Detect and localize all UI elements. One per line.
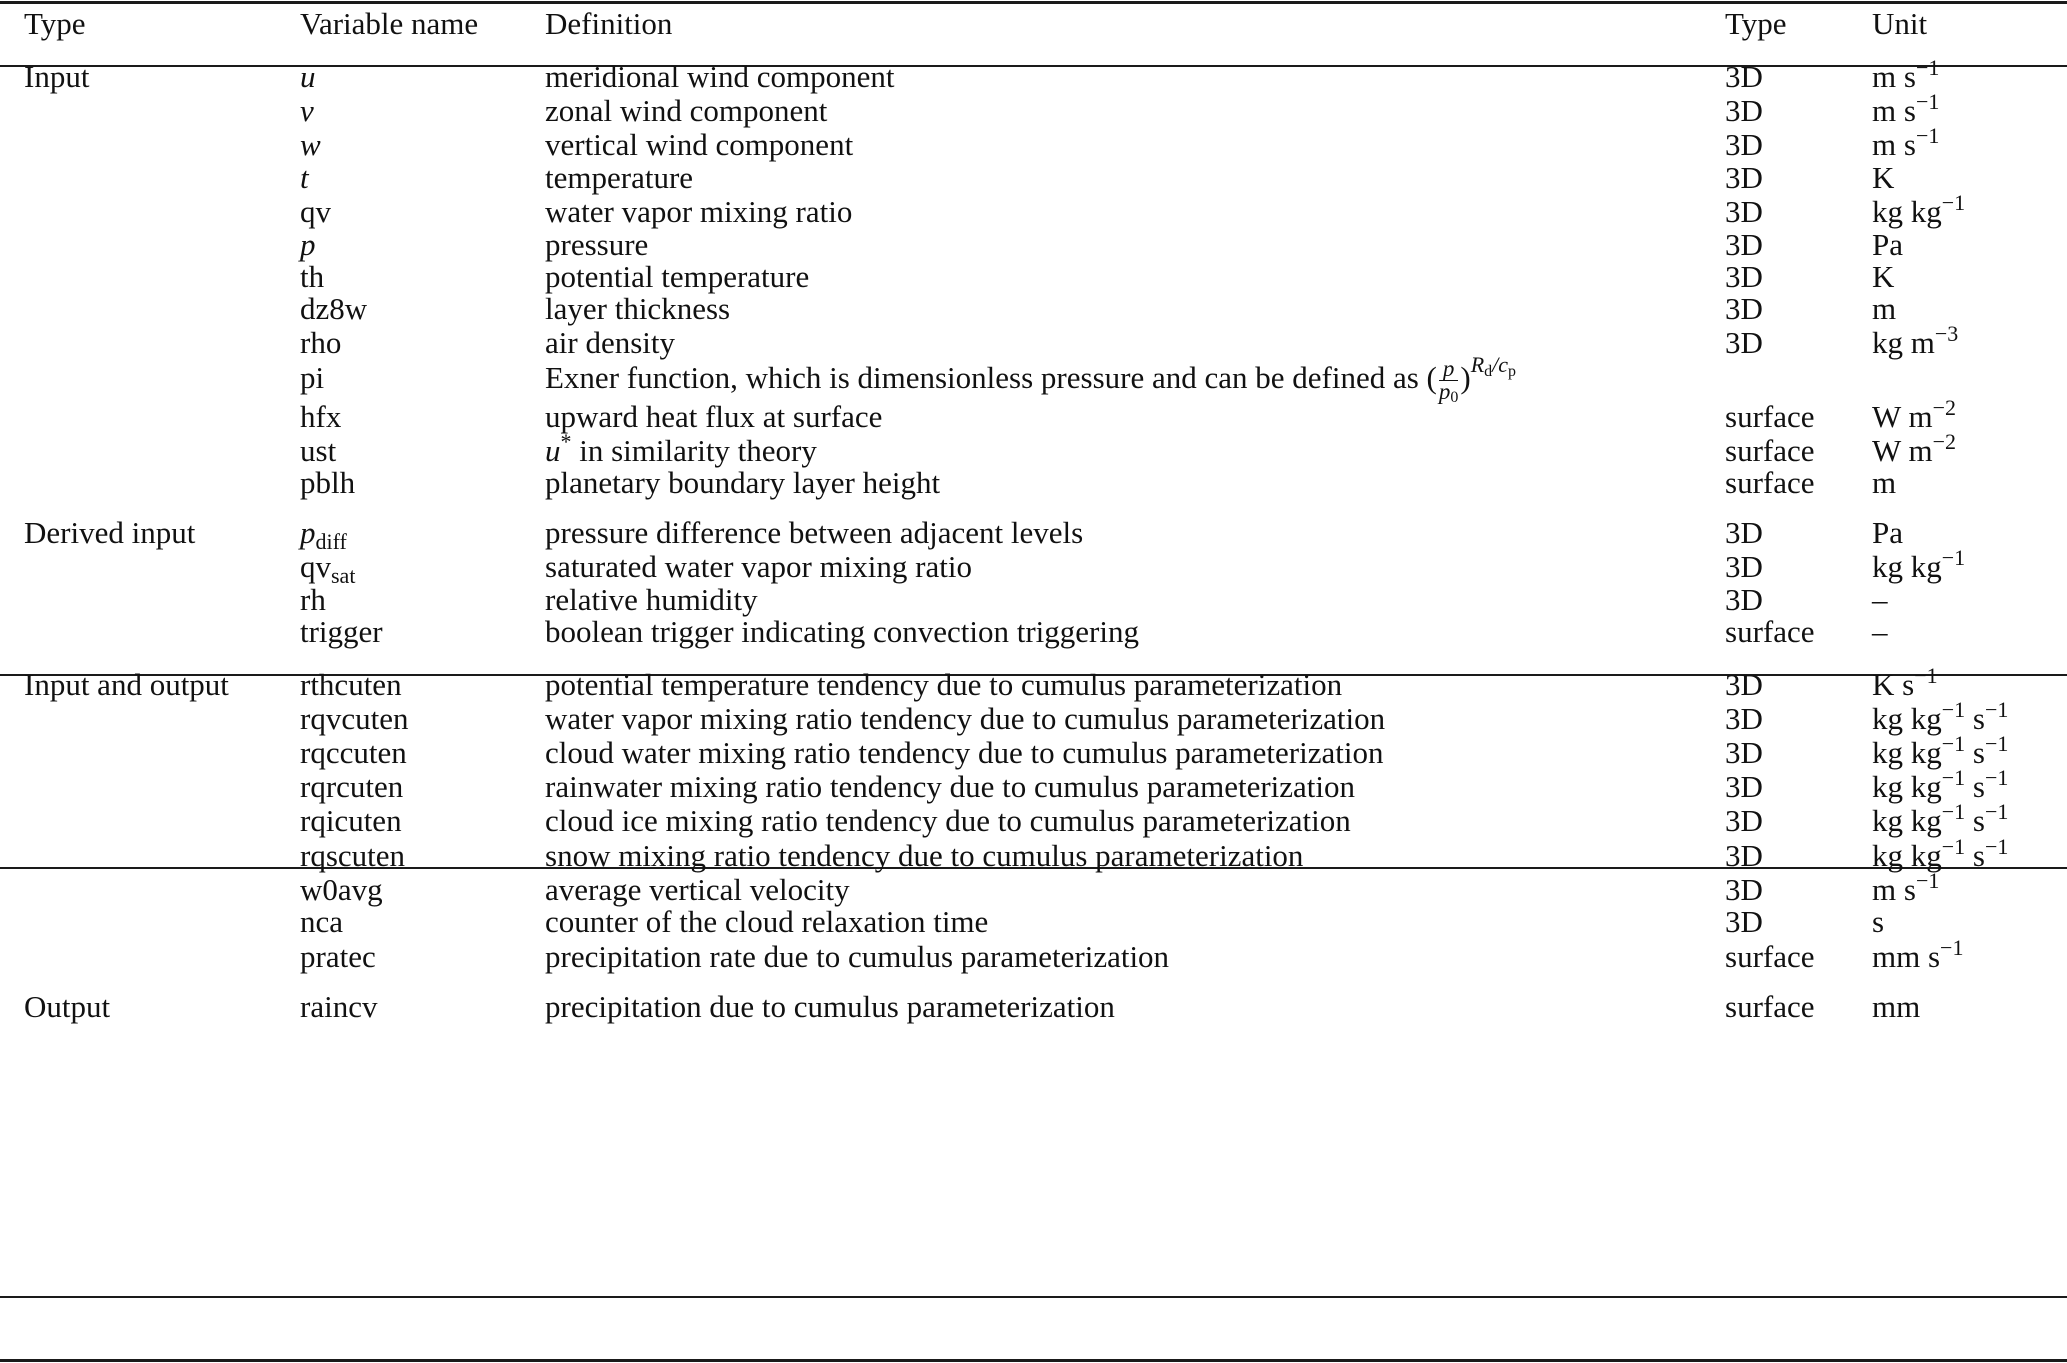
unit-base: kg kg — [1872, 769, 1942, 804]
definition-text: potential temperature tendency due to cumulus parameterization — [545, 667, 1343, 702]
unit-base: kg m — [1872, 325, 1935, 360]
exponent-subscript: d — [1484, 363, 1493, 380]
exponent-tail-subscript: p — [1508, 363, 1517, 380]
variable-subscript: diff — [315, 529, 347, 554]
unit-base: m — [1872, 291, 1897, 326]
unit-tail: s — [1965, 838, 1985, 873]
unit-base: W m — [1872, 399, 1933, 434]
variable-name-text: hfx — [300, 399, 342, 434]
variable-type: 3D — [1725, 127, 1763, 162]
definition-text: water vapor mixing ratio — [545, 194, 853, 229]
definition — [545, 801, 1351, 841]
definition-text: layer thickness — [545, 291, 731, 326]
table-row — [0, 612, 2067, 652]
definition-text: planetary boundary layer height — [545, 465, 941, 500]
variable-name — [300, 937, 376, 977]
variable-type: 3D — [1725, 769, 1763, 804]
variable-name-text: dz8w — [300, 291, 368, 326]
unit-exponent: −1 — [1915, 868, 1940, 893]
variable-type: 3D — [1725, 160, 1763, 195]
unit-base: K s — [1872, 667, 1915, 702]
unit-base: kg kg — [1872, 735, 1942, 770]
exponent-tail: /c — [1492, 352, 1509, 377]
definition-text: precipitation rate due to cumulus parameterization — [545, 939, 1170, 974]
unit-tail: s — [1965, 735, 1985, 770]
definition-text: water vapor mixing ratio tendency due to cumulus parameterization — [545, 701, 1386, 736]
unit-base: W m — [1872, 433, 1933, 468]
definition-text: Exner function, which is dimensionless pressure and can be defined as ( — [545, 360, 1437, 395]
unit-base: mm s — [1872, 939, 1941, 974]
definition — [545, 987, 1115, 1027]
unit — [1872, 323, 1958, 363]
definition — [545, 937, 1169, 977]
unit-tail: s — [1965, 701, 1985, 736]
header-definition: Definition — [545, 6, 673, 41]
variable-name-text: th — [300, 259, 325, 294]
definition — [545, 612, 1139, 652]
unit-tail: s — [1965, 803, 1985, 838]
unit-exponent: −1 — [1915, 55, 1940, 80]
unit-exponent: −1 — [1914, 663, 1938, 688]
close-paren: ) — [1460, 360, 1471, 395]
variable-name-text: rho — [300, 325, 342, 360]
unit-base: K — [1872, 259, 1895, 294]
exner-exponent: Rd/cp — [1470, 352, 1517, 380]
definition-text: relative humidity — [545, 582, 758, 617]
definition-symbol: u — [545, 433, 561, 468]
unit — [1872, 612, 1888, 652]
variable-name-text: t — [300, 160, 309, 195]
definition-text: vertical wind component — [545, 127, 854, 162]
definition-superscript: * — [560, 429, 572, 454]
unit-tail-exponent: −1 — [1985, 834, 2009, 859]
variable-name-text: rqscuten — [300, 838, 406, 873]
unit-tail-exponent: −1 — [1985, 765, 2009, 790]
unit-tail-exponent: −1 — [1985, 731, 2009, 756]
group-label: Derived input — [24, 515, 196, 550]
unit-base: s — [1872, 904, 1885, 939]
variable-type: 3D — [1725, 582, 1763, 617]
variable-type: 3D — [1725, 872, 1763, 907]
variable-type: 3D — [1725, 194, 1763, 229]
group-label: Input and output — [24, 667, 229, 702]
variable-type: surface — [1725, 433, 1815, 468]
fraction-denominator: $p_0$ — [1438, 379, 1459, 407]
fraction-denominator-subscript: 0 — [1450, 389, 1459, 407]
variable-type: surface — [1725, 939, 1815, 974]
variable-name-text: u — [300, 59, 316, 94]
variable-name-text: pblh — [300, 465, 356, 500]
definition-text: rainwater mixing ratio tendency due to cumulus parameterization — [545, 769, 1356, 804]
group-divider-rule — [0, 1296, 2067, 1298]
variable-name — [300, 902, 343, 942]
definition-text: precipitation due to cumulus parameterization — [545, 989, 1115, 1024]
unit-exponent: −3 — [1934, 321, 1959, 346]
variable-name-text: rqccuten — [300, 735, 407, 770]
variable-name-text: raincv — [300, 989, 378, 1024]
variable-name-text: trigger — [300, 614, 383, 649]
variable-type: 3D — [1725, 93, 1763, 128]
unit-base: kg kg — [1872, 549, 1942, 584]
unit — [1872, 463, 1896, 503]
variable-type: 3D — [1725, 735, 1763, 770]
variable-type: 3D — [1725, 549, 1763, 584]
definition-text: pressure difference between adjacent levels — [545, 515, 1084, 550]
unit-base: m s — [1872, 872, 1916, 907]
definition-text: potential temperature — [545, 259, 810, 294]
unit-tail: s — [1965, 769, 1985, 804]
unit-base: kg kg — [1872, 838, 1942, 873]
table-row — [0, 902, 2067, 942]
definition-text: average vertical velocity — [545, 872, 850, 907]
variable-name-text: w — [300, 127, 321, 162]
unit-base: kg kg — [1872, 701, 1942, 736]
table-row — [0, 352, 2067, 407]
header-unit: Unit — [1872, 6, 1928, 41]
definition-text: pressure — [545, 227, 649, 262]
unit-base: m — [1872, 465, 1897, 500]
variable-name — [300, 987, 377, 1027]
variable-type: 3D — [1725, 701, 1763, 736]
variable-type: 3D — [1725, 803, 1763, 838]
definition-text: air density — [545, 325, 675, 360]
variable-name-text: p — [300, 227, 316, 262]
unit-base: mm — [1872, 989, 1921, 1024]
table-row — [0, 463, 2067, 503]
unit-exponent: −1 — [1941, 190, 1966, 215]
definition-text: cloud ice mixing ratio tendency due to cumulus parameterization — [545, 803, 1351, 838]
variable-name-text: pratec — [300, 939, 376, 974]
variable-type: 3D — [1725, 904, 1763, 939]
unit-base: Pa — [1872, 227, 1903, 262]
variable-name-text: pi — [300, 360, 325, 395]
definition-text: cloud water mixing ratio tendency due to cumulus parameterization — [545, 735, 1384, 770]
unit-base: – — [1872, 614, 1888, 649]
variable-name-text: qv — [300, 194, 331, 229]
definition-text: boolean trigger indicating convection triggering — [545, 614, 1139, 649]
variable-type: 3D — [1725, 838, 1763, 873]
table-bottom-rule — [0, 1359, 2067, 1362]
unit-base: m s — [1872, 59, 1916, 94]
table-row — [0, 987, 2067, 1027]
variable-type: 3D — [1725, 325, 1763, 360]
unit — [1872, 937, 1963, 977]
unit-base: kg kg — [1872, 194, 1942, 229]
variable-name — [300, 358, 324, 398]
group-label: Input — [24, 59, 90, 94]
variable-name — [300, 801, 402, 841]
definition — [545, 463, 940, 503]
unit — [1872, 987, 1920, 1027]
unit-base: m s — [1872, 93, 1916, 128]
unit-exponent: −1 — [1940, 935, 1964, 960]
definition-text: upward heat flux at surface — [545, 399, 883, 434]
unit-exponent: −1 — [1941, 731, 1966, 756]
variable-name-text: rqvcuten — [300, 701, 409, 736]
unit-exponent: −2 — [1932, 429, 1956, 454]
definition-text: temperature — [545, 160, 694, 195]
table-row — [0, 937, 2067, 977]
unit-base: – — [1872, 582, 1888, 617]
header-type: Type — [1725, 6, 1787, 41]
unit-base: Pa — [1872, 515, 1903, 550]
variable-name-text: nca — [300, 904, 344, 939]
variable-name-text: v — [300, 93, 314, 128]
definition-text: meridional wind component — [545, 59, 895, 94]
definition — [545, 323, 675, 363]
variable-type: surface — [1725, 465, 1815, 500]
variable-name-text: rqicuten — [300, 803, 402, 838]
unit-exponent: −1 — [1915, 89, 1940, 114]
unit-exponent: −1 — [1941, 799, 1966, 824]
variable-name — [300, 463, 355, 503]
variable-name-text: qv — [300, 549, 331, 584]
definition — [545, 902, 988, 942]
table-header-row — [0, 4, 2067, 44]
variable-type: surface — [1725, 614, 1815, 649]
variable-name-text: rthcuten — [300, 667, 402, 702]
definition-text: counter of the cloud relaxation time — [545, 904, 989, 939]
variable-subscript: sat — [331, 563, 356, 588]
header-group-type: Type — [24, 6, 86, 41]
variable-name-text: ust — [300, 433, 337, 468]
unit-tail-exponent: −1 — [1985, 697, 2009, 722]
unit-exponent: −1 — [1941, 834, 1966, 859]
unit-base: K — [1872, 160, 1895, 195]
variable-type: 3D — [1725, 227, 1763, 262]
variable-name — [300, 612, 383, 652]
header-variable-name: Variable name — [300, 6, 479, 41]
variable-name-text: rqrcuten — [300, 769, 404, 804]
group-label: Output — [24, 989, 111, 1024]
variable-type: surface — [1725, 399, 1815, 434]
unit-exponent: −1 — [1941, 697, 1966, 722]
unit — [1872, 902, 1884, 942]
unit-exponent: −1 — [1941, 765, 1966, 790]
variable-type: surface — [1725, 989, 1815, 1024]
variable-type: 3D — [1725, 667, 1763, 702]
unit-base: kg kg — [1872, 803, 1942, 838]
variable-name-text: rh — [300, 582, 326, 617]
definition-text: saturated water vapor mixing ratio — [545, 549, 972, 584]
unit-exponent: −1 — [1915, 123, 1940, 148]
variable-type: 3D — [1725, 259, 1763, 294]
variable-name-text: p — [300, 515, 316, 550]
unit-exponent: −1 — [1941, 545, 1966, 570]
variable-type: 3D — [1725, 291, 1763, 326]
unit-tail-exponent: −1 — [1985, 799, 2009, 824]
definition-text: zonal wind component — [545, 93, 828, 128]
table-row — [0, 323, 2067, 363]
fraction-numerator: p — [1439, 358, 1459, 381]
variable-type: 3D — [1725, 515, 1763, 550]
variable-type: 3D — [1725, 59, 1763, 94]
table-row — [0, 801, 2067, 841]
unit-exponent: −2 — [1932, 395, 1956, 420]
definition-text: snow mixing ratio tendency due to cumulus parameterization — [545, 838, 1304, 873]
variable-name-text: w0avg — [300, 872, 383, 907]
variable-name — [300, 323, 341, 363]
definition-text: in similarity theory — [571, 433, 817, 468]
unit-base: m s — [1872, 127, 1916, 162]
